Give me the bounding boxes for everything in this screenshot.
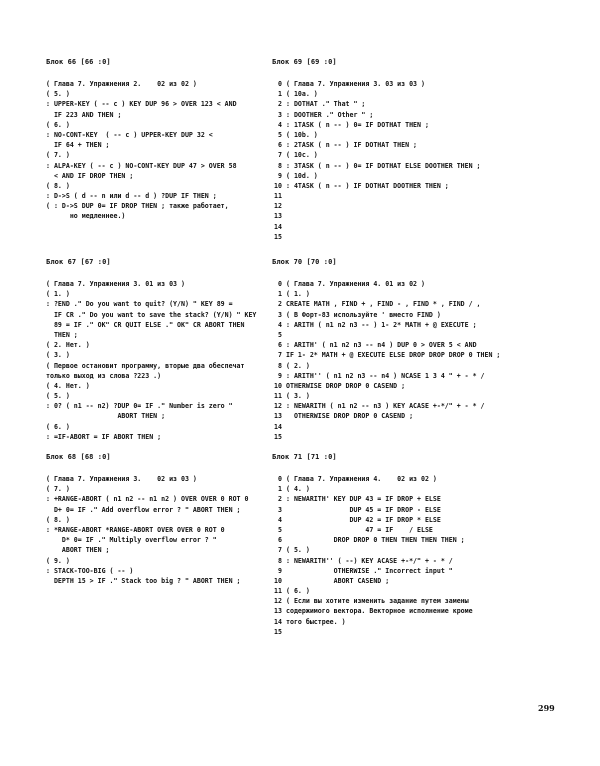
code-line (46, 381, 256, 391)
line-number: 1 (278, 290, 282, 299)
code-line (272, 401, 500, 411)
code-line (272, 391, 500, 401)
block-title: Блок 70 [70 :0] (272, 258, 337, 266)
block-69 (272, 58, 481, 242)
code-text: DUP 45 = IF DROP - ELSE (286, 505, 441, 514)
code-line (272, 310, 500, 320)
block-title: Блок 69 [69 :0] (272, 58, 337, 66)
code-text: : ?END ." Do you want to quit? (Y/N) " KEY 89 = (46, 300, 233, 309)
code-text: ( 8. ) (46, 181, 70, 190)
line-number: 14 (274, 617, 282, 626)
code-text: ( 6. ) (46, 120, 70, 129)
code-line (46, 191, 237, 201)
code-line (46, 110, 237, 120)
line-number: 12 (274, 597, 282, 606)
code-text: OTHERWISE DROP DROP 0 CASEND ; (286, 381, 406, 390)
code-text: ( 10c. ) (286, 151, 318, 160)
line-number: 4 (278, 320, 282, 329)
code-text: : DOTHAT ." That " ; (286, 100, 366, 109)
code-text: IF 1- 2* MATH + @ EXECUTE ELSE DROP DROP DROP 0 THEN ; (286, 351, 501, 360)
code-line (272, 505, 473, 515)
code-text: : ARITH' ( n1 n2 n3 -- n4 ) DUP 0 > OVER 5 < AND (286, 341, 477, 350)
code-text: ( 5. ) (46, 392, 70, 401)
code-text: : 3TASK ( n -- ) 0= IF DOTHAT ELSE DOOTHER THEN ; (286, 161, 481, 170)
code-line (46, 411, 256, 421)
code-line (46, 150, 237, 160)
code-text: ( Если вы хотите изменить задание путем замены (286, 597, 469, 606)
code-text: ( 4. ) (286, 485, 310, 494)
code-text: ( 10d. ) (286, 171, 318, 180)
code-text: : UPPER-KEY ( -- c ) KEY DUP 96 > OVER 123 < AND (46, 100, 237, 109)
code-line (272, 627, 473, 637)
code-text: : 0? ( n1 -- n2) ?DUP 0= IF ." Number is zero " (46, 402, 233, 411)
code-line (46, 432, 256, 442)
code-text: ( 2. ) (286, 361, 310, 370)
code-line (272, 576, 473, 586)
code-line (46, 515, 248, 525)
code-line (272, 566, 473, 576)
line-number: 7 (278, 546, 282, 555)
line-number: 11 (274, 392, 282, 401)
line-number: 9 (278, 566, 282, 575)
line-number: 10 (274, 381, 282, 390)
code-text: DEPTH 15 > IF ." Stack too big ? " ABORT THEN ; (46, 576, 241, 585)
code-line (46, 120, 237, 130)
code-text: DROP DROP 0 THEN THEN THEN THEN ; (286, 536, 465, 545)
code-text: DUP 42 = IF DROP * ELSE (286, 515, 441, 524)
code-text: IF CR ." Do you want to save the stack? (Y/N) " KEY (46, 310, 257, 319)
code-line (46, 576, 248, 586)
code-text: ( Глава 7. Упражнения 2. 02 из 02 ) (46, 80, 197, 88)
code-text: CREATE MATH , FIND + , FIND - , FIND * , FIND / , (286, 300, 481, 309)
code-text: D* 0= IF ." Multiply overflow error ? " (46, 536, 217, 545)
code-line (46, 494, 248, 504)
code-line (46, 535, 248, 545)
line-number: 10 (274, 576, 282, 585)
code-text: OTHERWISE DROP DROP 0 CASEND ; (286, 412, 414, 421)
code-text: ( 10a. ) (286, 90, 318, 99)
code-text: D+ 0= IF ." Add overflow error ? " ABORT THEN ; (46, 505, 241, 514)
line-number: 3 (278, 505, 282, 514)
block-title: Блок 68 [68 :0] (46, 453, 111, 461)
code-line (272, 474, 473, 484)
code-text: ( : D->S DUP 0= IF DROP THEN ; также работает, (46, 202, 229, 211)
line-number: 3 (278, 310, 282, 319)
code-line (272, 120, 481, 130)
code-line (272, 320, 500, 330)
block-70 (272, 258, 500, 442)
line-number: 9 (278, 371, 282, 380)
code-text: ( 5. ) (46, 90, 70, 99)
line-number: 5 (278, 525, 282, 534)
code-line (272, 89, 481, 99)
code-line (46, 130, 237, 140)
code-listing (272, 79, 481, 242)
code-text: ( 4. Нет. ) (46, 381, 90, 390)
code-line (272, 299, 500, 309)
block-71 (272, 453, 473, 637)
code-text: : NEWARITH' KEY DUP 43 = IF DROP + ELSE (286, 495, 441, 504)
block-66 (46, 58, 237, 222)
code-text: ( 3. ) (46, 351, 70, 360)
code-line (46, 556, 248, 566)
line-number: 1 (278, 485, 282, 494)
code-line (272, 181, 481, 191)
code-text: ( 10b. ) (286, 130, 318, 139)
code-text: ( 2. Нет. ) (46, 341, 90, 350)
line-number: 11 (274, 192, 282, 201)
code-line (272, 191, 481, 201)
code-line (46, 140, 237, 150)
code-text: но медленнее.) (46, 212, 126, 221)
code-text: : DOOTHER ." Other " ; (286, 110, 374, 119)
code-line (46, 289, 256, 299)
line-number: 0 (278, 280, 282, 288)
line-number: 4 (278, 120, 282, 129)
code-line (46, 525, 248, 535)
code-text: ( 6. ) (46, 422, 70, 431)
code-text: : D->S ( d -- n или d -- d ) ?DUP IF THEN ; (46, 192, 217, 201)
line-number: 7 (278, 151, 282, 160)
code-text: : +RANGE-ABORT ( n1 n2 -- n1 n2 ) OVER OVER 0 ROT 0 (46, 495, 249, 504)
code-listing (46, 79, 237, 222)
code-line (46, 361, 256, 371)
code-line (272, 535, 473, 545)
code-line (272, 525, 473, 535)
code-line (272, 150, 481, 160)
code-line (272, 140, 481, 150)
code-line (46, 181, 237, 191)
code-text: : =IF-ABORT = IF ABORT THEN ; (46, 432, 162, 441)
line-number: 5 (278, 130, 282, 139)
code-line (272, 330, 500, 340)
code-text: ABORT THEN ; (46, 546, 110, 555)
code-text: IF 64 + THEN ; (46, 141, 110, 150)
line-number: 14 (274, 422, 282, 431)
code-line (46, 566, 248, 576)
code-line (272, 371, 500, 381)
code-text: 47 = IF / ELSE (286, 525, 433, 534)
code-text: ( 1. ) (286, 290, 310, 299)
line-number: 8 (278, 556, 282, 565)
code-line (46, 171, 237, 181)
line-number: 6 (278, 141, 282, 150)
code-line (46, 391, 256, 401)
code-line (272, 171, 481, 181)
line-number: 0 (278, 80, 282, 88)
code-text: ( Глава 7. Упражнения 4. 01 из 02 ) (286, 280, 425, 288)
code-text: того быстрее. ) (286, 617, 346, 626)
line-number: 12 (274, 202, 282, 211)
line-number: 13 (274, 607, 282, 616)
code-line (46, 340, 256, 350)
code-line (272, 289, 500, 299)
code-text: : 1TASK ( n -- ) 0= IF DOTHAT THEN ; (286, 120, 429, 129)
line-number: 7 (278, 351, 282, 360)
line-number: 13 (274, 212, 282, 221)
code-text: : STACK-TOO-BIG ( -- ) (46, 566, 134, 575)
code-line (272, 606, 473, 616)
code-text: : ARITH'' ( n1 n2 n3 -- n4 ) NCASE 1 3 4 " + - * / (286, 371, 485, 380)
code-text: 89 = IF ." OK" CR QUIT ELSE ." OK" CR ABORT THEN (46, 320, 245, 329)
code-text: содержимого вектора. Векторное исполнение кроме (286, 607, 473, 616)
code-line (46, 484, 248, 494)
line-number: 2 (278, 100, 282, 109)
code-line (46, 401, 256, 411)
line-number: 6 (278, 341, 282, 350)
code-text: ( Глава 7. Упражнения 3. 03 из 03 ) (286, 80, 425, 88)
code-text: ( 3. ) (286, 392, 310, 401)
line-number: 15 (274, 232, 282, 241)
code-listing (272, 279, 500, 442)
code-text: : ARITH ( n1 n2 n3 -- ) 1- 2* MATH + @ EXECUTE ; (286, 320, 477, 329)
code-text: : 4TASK ( n -- ) IF DOTHAT DOOTHER THEN ; (286, 181, 449, 190)
code-line (46, 320, 256, 330)
code-text: : 2TASK ( n -- ) IF DOTHAT THEN ; (286, 141, 418, 150)
block-title: Блок 66 [66 :0] (46, 58, 111, 66)
code-line (272, 484, 473, 494)
line-number: 12 (274, 402, 282, 411)
code-line (46, 545, 248, 555)
page-number: 299 (538, 703, 555, 713)
code-line (272, 130, 481, 140)
block-67 (46, 258, 256, 442)
code-text: ( 7. ) (46, 485, 70, 494)
code-line (46, 99, 237, 109)
code-line (46, 310, 256, 320)
line-number: 9 (278, 171, 282, 180)
code-line (272, 556, 473, 566)
code-line (272, 617, 473, 627)
block-title: Блок 67 [67 :0] (46, 258, 111, 266)
code-line (272, 596, 473, 606)
block-68 (46, 453, 248, 586)
code-line (46, 474, 248, 484)
code-text: ( 7. ) (46, 151, 70, 160)
code-line (272, 350, 500, 360)
code-text: ( 1. ) (46, 290, 70, 299)
code-text: : NO-CONT-KEY ( -- c ) UPPER-KEY DUP 32 < (46, 130, 213, 139)
code-line (272, 211, 481, 221)
line-number: 13 (274, 412, 282, 421)
code-text: ( 5. ) (286, 546, 310, 555)
line-number: 14 (274, 222, 282, 231)
line-number: 0 (278, 475, 282, 483)
code-text: ABORT CASEND ; (286, 576, 390, 585)
code-line (46, 371, 256, 381)
code-line (272, 411, 500, 421)
line-number: 15 (274, 432, 282, 441)
code-line (272, 422, 500, 432)
code-line (46, 79, 237, 89)
code-line (46, 330, 256, 340)
code-text: : *RANGE-ABORT *RANGE-ABORT OVER OVER 0 ROT 0 (46, 525, 225, 534)
line-number: 8 (278, 161, 282, 170)
code-listing (46, 279, 256, 442)
code-text: IF 223 AND THEN ; (46, 110, 122, 119)
code-text: ( Глава 7. Упражнения 3. 01 из 03 ) (46, 280, 185, 288)
code-line (46, 505, 248, 515)
code-text: THEN ; (46, 330, 78, 339)
code-line (46, 211, 237, 221)
code-line (46, 279, 256, 289)
code-line (272, 79, 481, 89)
code-line (272, 545, 473, 555)
code-line (46, 201, 237, 211)
code-line (272, 232, 481, 242)
code-listing (46, 474, 248, 586)
line-number: 3 (278, 110, 282, 119)
code-line (272, 340, 500, 350)
code-text: OTHERWISE ." Incorrect input " (286, 566, 453, 575)
code-text: < AND IF DROP THEN ; (46, 171, 134, 180)
line-number: 1 (278, 90, 282, 99)
code-line (46, 350, 256, 360)
code-line (272, 515, 473, 525)
code-line (272, 361, 500, 371)
line-number: 10 (274, 181, 282, 190)
code-line (272, 494, 473, 504)
code-line (46, 161, 237, 171)
code-line (272, 110, 481, 120)
code-text: ( В Форт-83 используйте ' вместо FIND ) (286, 310, 441, 319)
line-number: 11 (274, 587, 282, 596)
line-number: 2 (278, 300, 282, 309)
line-number: 4 (278, 515, 282, 524)
code-line (272, 99, 481, 109)
code-text: : ALPA-KEY ( -- c ) NO-CONT-KEY DUP 47 > OVER 58 (46, 161, 237, 170)
code-line (272, 161, 481, 171)
line-number: 8 (278, 361, 282, 370)
line-number: 6 (278, 536, 282, 545)
code-line (46, 89, 237, 99)
code-line (272, 279, 500, 289)
code-line (46, 299, 256, 309)
code-listing (272, 474, 473, 637)
code-line (272, 586, 473, 596)
code-text: ( Первое остановит программу, вторые два обеспечат (46, 361, 245, 370)
code-text: ( 8. ) (46, 515, 70, 524)
line-number: 2 (278, 495, 282, 504)
code-line (272, 432, 500, 442)
code-text: ( 6. ) (286, 587, 310, 596)
line-number: 15 (274, 627, 282, 636)
code-text: ( Глава 7. Упражнения 4. 02 из 02 ) (286, 475, 437, 483)
code-text: : NEWARITH ( n1 n2 -- n3 ) KEY ACASE +-*/" + - * / (286, 402, 485, 411)
line-number: 5 (278, 330, 282, 339)
code-line (272, 222, 481, 232)
code-line (272, 201, 481, 211)
code-text: : NEWARITH'' ( --) KEY ACASE +-*/" + - * / (286, 556, 453, 565)
block-title: Блок 71 [71 :0] (272, 453, 337, 461)
code-text: только выход из слова ?223 .) (46, 371, 162, 380)
code-text: ( Глава 7. Упражнения 3. 02 из 03 ) (46, 475, 197, 483)
code-line (46, 422, 256, 432)
code-line (272, 381, 500, 391)
code-text: ( 9. ) (46, 556, 70, 565)
code-text: ABORT THEN ; (46, 412, 166, 421)
